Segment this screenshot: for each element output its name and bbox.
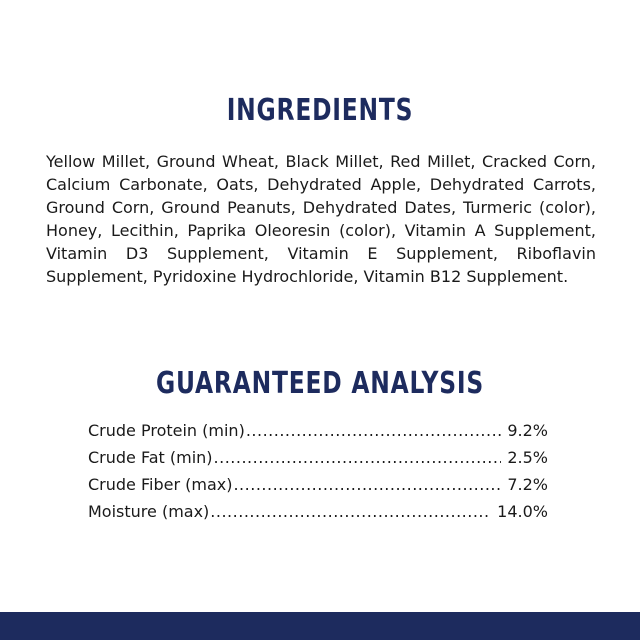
analysis-row-crude-protein bbox=[88, 421, 548, 448]
dot-leader bbox=[214, 448, 502, 467]
dot-leader bbox=[210, 502, 491, 521]
analysis-label: Crude Protein (min) bbox=[88, 421, 245, 440]
ingredients-heading: INGREDIENTS bbox=[226, 93, 414, 128]
analysis-value: 14.0% bbox=[497, 502, 548, 521]
dot-leader bbox=[233, 475, 501, 494]
analysis-value: 7.2% bbox=[507, 475, 548, 494]
analysis-row-moisture bbox=[88, 502, 548, 529]
analysis-value: 9.2% bbox=[507, 421, 548, 440]
analysis-label: Crude Fat (min) bbox=[88, 448, 213, 467]
dot-leader bbox=[246, 421, 502, 440]
footer-band bbox=[0, 612, 640, 640]
guaranteed-analysis-table bbox=[88, 421, 548, 529]
ingredients-list: Yellow Millet, Ground Wheat, Black Millet, Red Millet, Cracked Corn, Calcium Carbonate, Oats, Dehydrated Apple, Dehydrated Carrots, Ground Corn, Ground Peanuts, Dehydrated Dates, Turmeric (color), Honey, Lecithin, Paprika Oleoresin (color), Vitamin A Supplement, Vitamin D3 Supplement, Vitamin E Supplement, Riboflavin Supplement, Pyridoxine Hydrochloride, Vitamin B12 Supplement. bbox=[46, 152, 596, 286]
analysis-row-crude-fiber bbox=[88, 475, 548, 502]
analysis-value: 2.5% bbox=[507, 448, 548, 467]
guaranteed-analysis-heading: GUARANTEED ANALYSIS bbox=[155, 366, 485, 401]
analysis-label: Crude Fiber (max) bbox=[88, 475, 233, 494]
analysis-label: Moisture (max) bbox=[88, 502, 210, 521]
analysis-row-crude-fat bbox=[88, 448, 548, 475]
